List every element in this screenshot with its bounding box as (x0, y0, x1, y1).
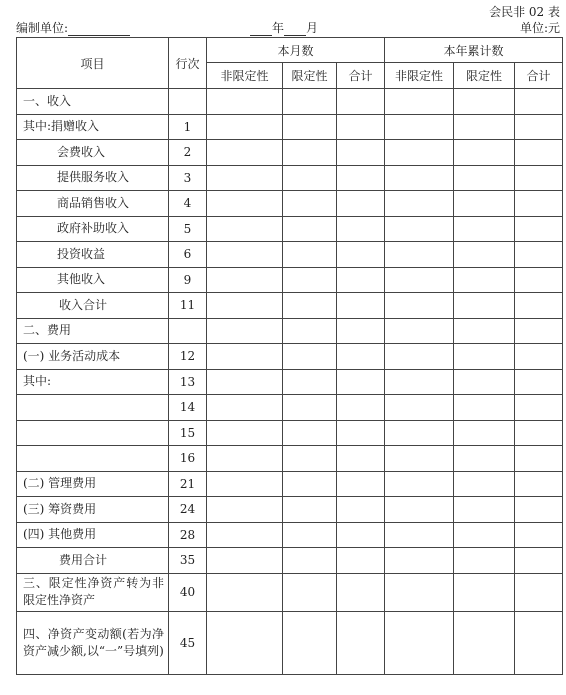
cell-year-unrestricted[interactable] (385, 267, 454, 293)
header-item: 项目 (17, 38, 169, 89)
cell-year-unrestricted[interactable] (385, 471, 454, 497)
cell-year-restricted[interactable] (454, 471, 515, 497)
cell-month-restricted[interactable] (283, 471, 337, 497)
header-month-restricted: 限定性 (283, 63, 337, 89)
cell-year-restricted[interactable] (454, 611, 515, 674)
cell-month-total[interactable] (337, 191, 385, 217)
cell-year-unrestricted[interactable] (385, 369, 454, 395)
table-row (17, 318, 563, 344)
cell-month-unrestricted[interactable] (207, 114, 283, 140)
cell-year-total[interactable] (515, 114, 563, 140)
cell-month-unrestricted[interactable] (207, 165, 283, 191)
table-row (17, 471, 563, 497)
cell-year-total[interactable] (515, 522, 563, 548)
cell-month-total[interactable] (337, 293, 385, 319)
reporting-unit-blank[interactable] (68, 23, 130, 36)
header-year-unrestricted: 非限定性 (385, 63, 454, 89)
cell-month-unrestricted[interactable] (207, 471, 283, 497)
cell-month-total[interactable] (337, 522, 385, 548)
cell-month-restricted[interactable] (283, 611, 337, 674)
cell-year-total[interactable] (515, 216, 563, 242)
cell-year-total[interactable] (515, 611, 563, 674)
row-item-text: 三、限定性净资产转为非限定性净资产 (23, 576, 164, 607)
table-row (17, 395, 563, 421)
table-row (17, 165, 563, 191)
table-row (17, 446, 563, 472)
cell-month-unrestricted[interactable] (207, 216, 283, 242)
row-item-label (17, 548, 169, 574)
cell-month-unrestricted[interactable] (207, 573, 283, 611)
cell-year-total[interactable] (515, 369, 563, 395)
cell-year-total[interactable] (515, 318, 563, 344)
cell-year-total[interactable] (515, 191, 563, 217)
cell-month-unrestricted[interactable] (207, 611, 283, 674)
cell-year-total[interactable] (515, 497, 563, 523)
cell-year-restricted[interactable] (454, 242, 515, 268)
cell-month-restricted[interactable] (283, 140, 337, 166)
table-row (17, 191, 563, 217)
row-line-no: 16 (169, 446, 207, 472)
cell-month-restricted[interactable] (283, 395, 337, 421)
cell-year-unrestricted[interactable] (385, 114, 454, 140)
cell-month-unrestricted[interactable] (207, 242, 283, 268)
cell-month-unrestricted[interactable] (207, 267, 283, 293)
cell-month-total[interactable] (337, 573, 385, 611)
cell-year-unrestricted[interactable] (385, 293, 454, 319)
cell-year-total[interactable] (515, 446, 563, 472)
cell-year-restricted[interactable] (454, 89, 515, 115)
row-line-no: 5 (169, 216, 207, 242)
table-row (17, 267, 563, 293)
form-code: 会民非 02 表 (489, 5, 560, 19)
row-item-label (17, 471, 169, 497)
cell-month-total[interactable] (337, 420, 385, 446)
header-month-total: 合计 (337, 63, 385, 89)
cell-month-restricted[interactable] (283, 369, 337, 395)
row-item-label (17, 140, 169, 166)
month-blank[interactable] (284, 23, 306, 36)
cell-month-unrestricted[interactable] (207, 548, 283, 574)
cell-year-restricted[interactable] (454, 114, 515, 140)
currency-unit: 单位:元 (519, 21, 560, 35)
row-item-text: 商品销售收入 (57, 195, 130, 210)
cell-month-total[interactable] (337, 267, 385, 293)
header-year-to-date: 本年累计数 (385, 38, 563, 63)
table-row (17, 216, 563, 242)
cell-month-unrestricted[interactable] (207, 318, 283, 344)
cell-year-restricted[interactable] (454, 344, 515, 370)
header-year-total: 合计 (515, 63, 563, 89)
cell-month-total[interactable] (337, 216, 385, 242)
table-row (17, 293, 563, 319)
row-item-label (17, 611, 169, 674)
cell-month-restricted[interactable] (283, 165, 337, 191)
row-line-no: 12 (169, 344, 207, 370)
row-item-text: (一) 业务活动成本 (23, 348, 121, 363)
row-item-text: (三) 筹资费用 (23, 501, 97, 516)
cell-month-restricted[interactable] (283, 89, 337, 115)
row-line-no: 11 (169, 293, 207, 319)
row-item-label (17, 89, 169, 115)
cell-month-unrestricted[interactable] (207, 89, 283, 115)
cell-year-unrestricted[interactable] (385, 242, 454, 268)
row-line-no: 28 (169, 522, 207, 548)
row-item-label (17, 165, 169, 191)
row-item-label (17, 293, 169, 319)
row-line-no: 6 (169, 242, 207, 268)
cell-month-total[interactable] (337, 344, 385, 370)
row-item-label (17, 344, 169, 370)
cell-year-restricted[interactable] (454, 140, 515, 166)
row-item-text: 四、净资产变动额(若为净资产减少额,以“一”号填列) (23, 626, 164, 658)
cell-month-total[interactable] (337, 140, 385, 166)
cell-year-total[interactable] (515, 242, 563, 268)
row-item-text: 其中:捐赠收入 (23, 119, 100, 134)
row-line-no: 1 (169, 114, 207, 140)
cell-year-unrestricted[interactable] (385, 165, 454, 191)
row-item-text: 收入合计 (59, 297, 108, 312)
cell-year-unrestricted[interactable] (385, 420, 454, 446)
cell-month-restricted[interactable] (283, 497, 337, 523)
row-item-label (17, 267, 169, 293)
row-line-no: 3 (169, 165, 207, 191)
cell-month-total[interactable] (337, 548, 385, 574)
cell-year-unrestricted[interactable] (385, 611, 454, 674)
cell-year-total[interactable] (515, 344, 563, 370)
cell-year-unrestricted[interactable] (385, 522, 454, 548)
cell-month-restricted[interactable] (283, 216, 337, 242)
header-current-month: 本月数 (207, 38, 385, 63)
row-line-no: 21 (169, 471, 207, 497)
cell-year-restricted[interactable] (454, 165, 515, 191)
row-item-label (17, 395, 169, 421)
row-item-text: (四) 其他费用 (23, 527, 97, 542)
row-line-no (169, 318, 207, 344)
cell-month-total[interactable] (337, 369, 385, 395)
cell-year-restricted[interactable] (454, 548, 515, 574)
cell-month-total[interactable] (337, 395, 385, 421)
row-line-no: 45 (169, 611, 207, 674)
year-blank[interactable] (250, 23, 272, 36)
row-item-label (17, 573, 169, 611)
row-item-text: 其中: (23, 374, 52, 389)
cell-month-unrestricted[interactable] (207, 522, 283, 548)
cell-month-total[interactable] (337, 497, 385, 523)
row-item-text: 政府补助收入 (57, 221, 130, 236)
cell-year-unrestricted[interactable] (385, 191, 454, 217)
cell-year-total[interactable] (515, 420, 563, 446)
header-month-unrestricted: 非限定性 (207, 63, 283, 89)
cell-year-unrestricted[interactable] (385, 548, 454, 574)
cell-month-total[interactable] (337, 471, 385, 497)
cell-month-unrestricted[interactable] (207, 293, 283, 319)
row-item-label (17, 216, 169, 242)
cell-year-total[interactable] (515, 548, 563, 574)
table-row (17, 522, 563, 548)
table-row (17, 114, 563, 140)
row-line-no: 40 (169, 573, 207, 611)
cell-year-restricted[interactable] (454, 369, 515, 395)
reporting-period (250, 19, 318, 36)
cell-year-restricted[interactable] (454, 267, 515, 293)
table-row (17, 369, 563, 395)
row-item-label (17, 191, 169, 217)
cell-year-unrestricted[interactable] (385, 89, 454, 115)
row-item-label (17, 420, 169, 446)
cell-month-unrestricted[interactable] (207, 140, 283, 166)
row-item-label (17, 497, 169, 523)
row-item-text: 会费收入 (57, 144, 106, 159)
table-row (17, 420, 563, 446)
cell-month-total[interactable] (337, 242, 385, 268)
row-item-label (17, 446, 169, 472)
cell-month-unrestricted[interactable] (207, 497, 283, 523)
reporting-unit (16, 19, 130, 36)
cell-month-unrestricted[interactable] (207, 344, 283, 370)
row-item-text: 一、收入 (23, 93, 72, 108)
table-row (17, 89, 563, 115)
table-row (17, 573, 563, 611)
cell-month-restricted[interactable] (283, 114, 337, 140)
cell-month-restricted[interactable] (283, 242, 337, 268)
month-label: 月 (306, 21, 319, 35)
header-line-no: 行次 (169, 38, 207, 89)
row-line-no: 4 (169, 191, 207, 217)
cell-year-restricted[interactable] (454, 573, 515, 611)
cell-month-restricted[interactable] (283, 267, 337, 293)
cell-year-unrestricted[interactable] (385, 395, 454, 421)
table-row (17, 242, 563, 268)
row-line-no: 24 (169, 497, 207, 523)
cell-year-unrestricted[interactable] (385, 140, 454, 166)
cell-year-total[interactable] (515, 471, 563, 497)
cell-month-restricted[interactable] (283, 573, 337, 611)
row-item-text: 费用合计 (59, 552, 108, 567)
cell-year-unrestricted[interactable] (385, 497, 454, 523)
cell-year-total[interactable] (515, 267, 563, 293)
row-line-no: 15 (169, 420, 207, 446)
table-row (17, 548, 563, 574)
statement-meta (16, 19, 560, 35)
cell-year-total[interactable] (515, 395, 563, 421)
cell-year-restricted[interactable] (454, 293, 515, 319)
row-line-no: 35 (169, 548, 207, 574)
cell-year-restricted[interactable] (454, 395, 515, 421)
cell-month-total[interactable] (337, 446, 385, 472)
cell-year-restricted[interactable] (454, 420, 515, 446)
row-item-label (17, 318, 169, 344)
cell-year-restricted[interactable] (454, 216, 515, 242)
table-row (17, 611, 563, 674)
cell-year-restricted[interactable] (454, 191, 515, 217)
cell-month-unrestricted[interactable] (207, 395, 283, 421)
table-row (17, 497, 563, 523)
cell-year-restricted[interactable] (454, 446, 515, 472)
row-item-text: 投资收益 (57, 246, 106, 261)
year-label: 年 (272, 21, 285, 35)
cell-month-unrestricted[interactable] (207, 369, 283, 395)
cell-month-restricted[interactable] (283, 446, 337, 472)
cell-month-restricted[interactable] (283, 548, 337, 574)
cell-month-restricted[interactable] (283, 293, 337, 319)
cell-year-total[interactable] (515, 165, 563, 191)
cell-month-total[interactable] (337, 89, 385, 115)
cell-month-restricted[interactable] (283, 318, 337, 344)
row-item-text: 其他收入 (57, 272, 106, 287)
row-line-no: 13 (169, 369, 207, 395)
row-line-no: 14 (169, 395, 207, 421)
activity-statement-table (16, 37, 563, 675)
cell-year-unrestricted[interactable] (385, 318, 454, 344)
cell-month-restricted[interactable] (283, 344, 337, 370)
cell-month-total[interactable] (337, 318, 385, 344)
row-item-text: 二、费用 (23, 323, 72, 338)
cell-month-total[interactable] (337, 165, 385, 191)
row-item-text: 提供服务收入 (57, 170, 130, 185)
cell-month-unrestricted[interactable] (207, 420, 283, 446)
cell-year-unrestricted[interactable] (385, 216, 454, 242)
cell-month-total[interactable] (337, 611, 385, 674)
row-item-label (17, 369, 169, 395)
cell-year-total[interactable] (515, 89, 563, 115)
row-item-label (17, 114, 169, 140)
row-item-text: (二) 管理费用 (23, 476, 97, 491)
cell-year-total[interactable] (515, 140, 563, 166)
cell-year-total[interactable] (515, 293, 563, 319)
cell-year-restricted[interactable] (454, 522, 515, 548)
cell-month-restricted[interactable] (283, 420, 337, 446)
statement-body (17, 89, 563, 675)
cell-year-unrestricted[interactable] (385, 573, 454, 611)
cell-year-total[interactable] (515, 573, 563, 611)
cell-month-restricted[interactable] (283, 522, 337, 548)
header-year-restricted: 限定性 (454, 63, 515, 89)
row-line-no: 9 (169, 267, 207, 293)
row-line-no: 2 (169, 140, 207, 166)
table-row (17, 140, 563, 166)
cell-month-total[interactable] (337, 114, 385, 140)
cell-year-unrestricted[interactable] (385, 344, 454, 370)
table-row (17, 344, 563, 370)
cell-year-unrestricted[interactable] (385, 446, 454, 472)
row-item-label (17, 522, 169, 548)
reporting-unit-label: 编制单位: (16, 21, 69, 35)
row-line-no (169, 89, 207, 115)
cell-month-unrestricted[interactable] (207, 191, 283, 217)
row-item-label (17, 242, 169, 268)
cell-month-unrestricted[interactable] (207, 446, 283, 472)
cell-year-restricted[interactable] (454, 497, 515, 523)
cell-month-restricted[interactable] (283, 191, 337, 217)
cell-year-restricted[interactable] (454, 318, 515, 344)
